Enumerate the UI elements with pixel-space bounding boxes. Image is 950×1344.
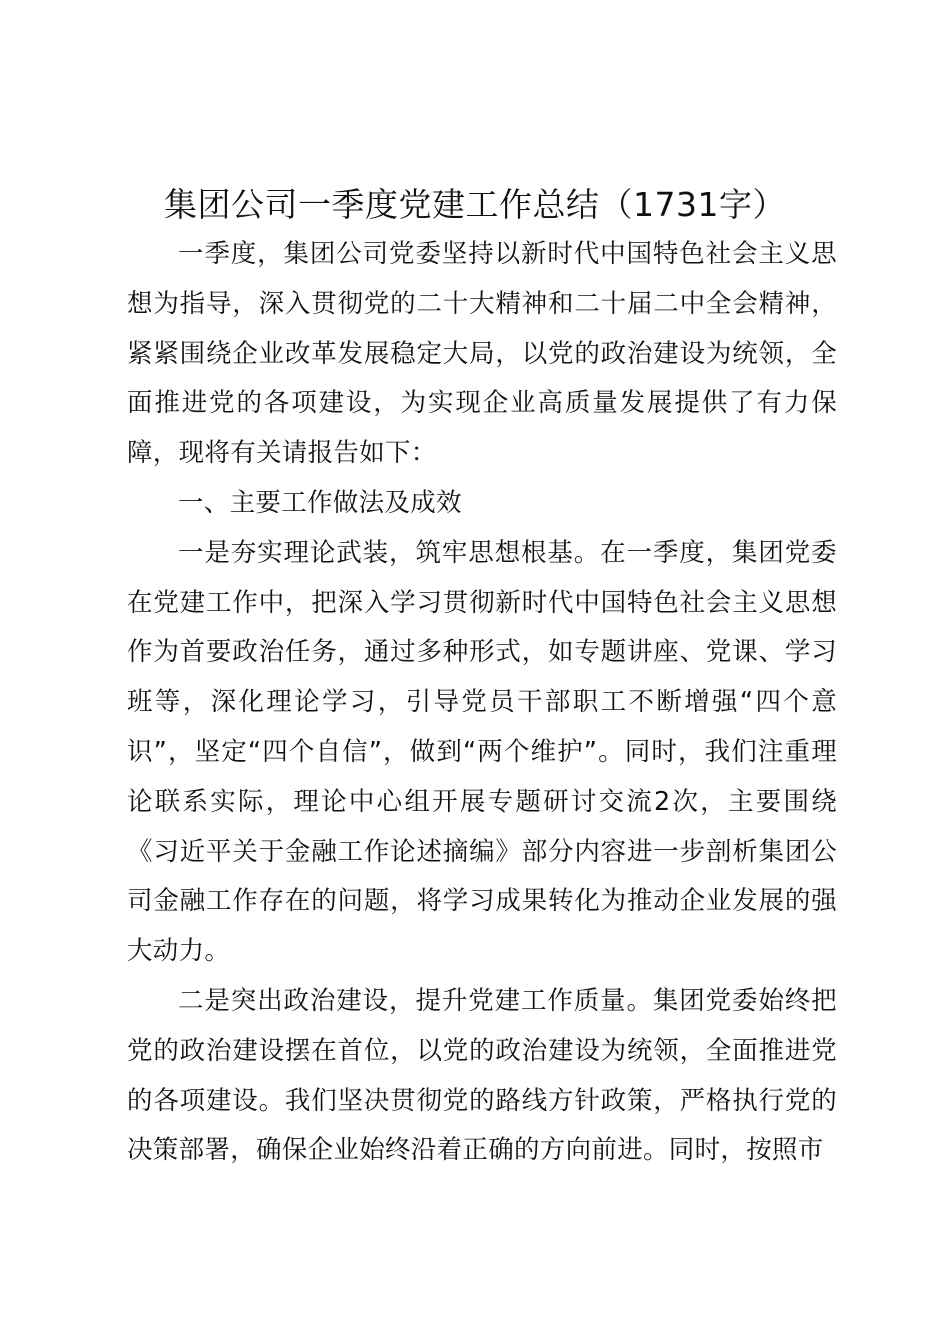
intro-paragraph: 一季度，集团公司党委坚持以新时代中国特色社会主义思想为指导，深入贯彻党的二十大精神和二十届二中全会精神，紧紧围绕企业改革发展稳定大局，以党的政治建设为统领，全面推进党的各项建设，为实现企业高质量发展提供了有力保障，现将有关请报告如下：	[127, 239, 837, 469]
document-title: 集团公司一季度党建工作总结（1731字）	[164, 185, 786, 224]
section-heading: 一、主要工作做法及成效	[178, 487, 462, 518]
body-paragraph-politics: 二是突出政治建设，提升党建工作质量。集团党委始终把党的政治建设摆在首位，以党的政治建设为统领，全面推进党的各项建设。我们坚决贯彻党的路线方针政策，严格执行党的决策部署，确保企业始终沿着正确的方向前进。同时，按照市	[127, 985, 837, 1166]
body-paragraph-theory: 一是夯实理论武装，筑牢思想根基。在一季度，集团党委在党建工作中，把深入学习贯彻新时代中国特色社会主义思想作为首要政治任务，通过多种形式，如专题讲座、党课、学习班等，深化理论学习，引导党员干部职工不断增强“四个意识”，坚定“四个自信”，做到“两个维护”。同时，我们注重理论联系实际，理论中心组开展专题研讨交流2次，主要围绕《习近平关于金融工作论述摘编》部分内容进一步剖析集团公司金融工作存在的问题，将学习成果转化为推动企业发展的强大动力。	[127, 537, 837, 967]
document-body	[127, 230, 837, 1176]
